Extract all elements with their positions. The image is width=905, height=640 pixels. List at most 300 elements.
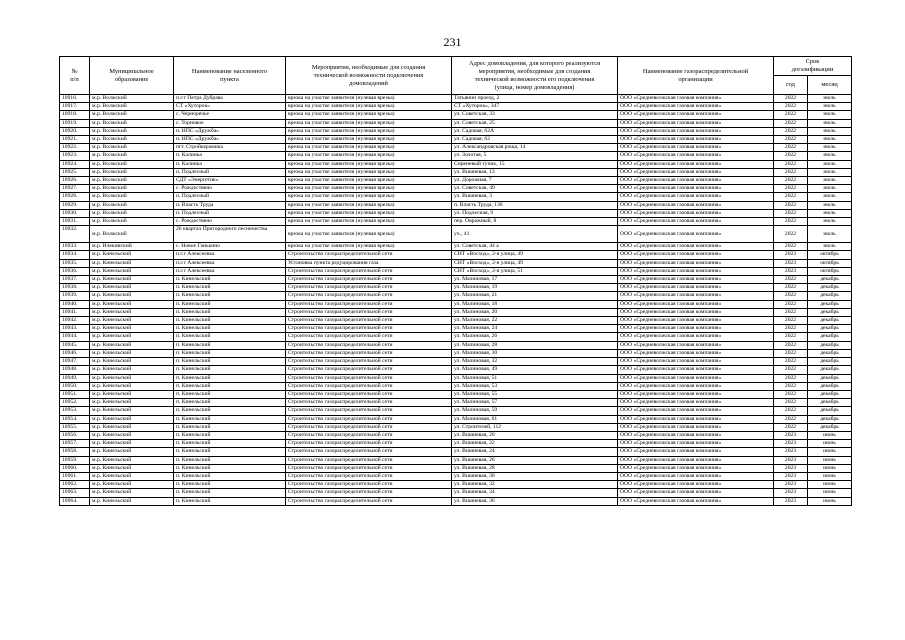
settlement-cell: п. Кинельский — [174, 456, 286, 464]
address-cell: ул. Вишневая, 24 — [452, 448, 618, 456]
organization-cell: ООО «Средневолжская газовая компания» — [618, 423, 774, 431]
measure-cell: врезка на участке заявителя (нулевая врезка) — [286, 95, 452, 103]
row-number: 10931. — [60, 218, 90, 226]
settlement-cell: п. Калинка — [174, 160, 286, 168]
row-number: 10963. — [60, 489, 90, 497]
measure-cell: Строительство газораспределительной сети — [286, 251, 452, 259]
year-cell: 2023 — [774, 431, 808, 439]
table-row — [60, 103, 852, 111]
year-cell: 2022 — [774, 103, 808, 111]
month-cell: июнь — [808, 464, 852, 472]
municipality-cell: м.р. Кинельский — [90, 325, 174, 333]
year-cell: 2022 — [774, 209, 808, 217]
organization-cell: ООО «Средневолжская газовая компания» — [618, 144, 774, 152]
settlement-cell: п. Кинельский — [174, 415, 286, 423]
row-number: 10946. — [60, 349, 90, 357]
month-cell: декабрь — [808, 308, 852, 316]
table-row — [60, 185, 852, 193]
measure-cell: Строительство газораспределительной сети — [286, 276, 452, 284]
organization-cell: ООО «Средневолжская газовая компания» — [618, 209, 774, 217]
organization-cell: ООО «Средневолжская газовая компания» — [618, 284, 774, 292]
municipality-cell: м.р. Кинельский — [90, 423, 174, 431]
year-cell: 2022 — [774, 317, 808, 325]
table-row — [60, 292, 852, 300]
organization-cell: ООО «Средневолжская газовая компания» — [618, 218, 774, 226]
month-cell: декабрь — [808, 374, 852, 382]
table-row — [60, 423, 852, 431]
year-cell: 2022 — [774, 136, 808, 144]
municipality-cell: м.р. Волжский — [90, 103, 174, 111]
table-row — [60, 358, 852, 366]
measure-cell: Строительство газораспределительной сети — [286, 497, 452, 505]
address-cell: Татьянин проезд, 2 — [452, 95, 618, 103]
measure-cell: врезка на участке заявителя (нулевая врезка) — [286, 111, 452, 119]
organization-cell: ООО «Средневолжская газовая компания» — [618, 226, 774, 243]
address-cell: Сиреневый тупик, 15 — [452, 160, 618, 168]
page-number: 231 — [443, 35, 462, 49]
measure-cell: Строительство газораспределительной сети — [286, 464, 452, 472]
measure-cell: Строительство газораспределительной сети — [286, 349, 452, 357]
municipality-cell: м.р. Кинельский — [90, 267, 174, 275]
address-cell: СТ «Хуторок», 347 — [452, 103, 618, 111]
month-cell: декабрь — [808, 423, 852, 431]
month-cell: июнь — [808, 497, 852, 505]
year-cell: 2022 — [774, 193, 808, 201]
measure-cell: Строительство газораспределительной сети — [286, 431, 452, 439]
table-row — [60, 226, 852, 243]
address-cell: ул. Малиновая, 18 — [452, 300, 618, 308]
row-number: 10921. — [60, 136, 90, 144]
month-cell: июль — [808, 152, 852, 160]
row-number: 10937. — [60, 276, 90, 284]
year-cell: 2023 — [774, 497, 808, 505]
month-cell: июль — [808, 160, 852, 168]
organization-cell: ООО «Средневолжская газовая компания» — [618, 111, 774, 119]
settlement-cell: п. Подлесный — [174, 209, 286, 217]
month-cell: октябрь — [808, 251, 852, 259]
month-cell: июль — [808, 127, 852, 135]
table-row — [60, 325, 852, 333]
table-row — [60, 464, 852, 472]
row-number: 10928. — [60, 193, 90, 201]
municipality-cell: м.р. Кинельский — [90, 415, 174, 423]
measure-cell: Строительство газораспределительной сети — [286, 448, 452, 456]
settlement-cell: п. Кинельский — [174, 333, 286, 341]
month-cell: июнь — [808, 489, 852, 497]
year-cell: 2022 — [774, 95, 808, 103]
measure-cell: врезка на участке заявителя (нулевая врезка) — [286, 136, 452, 144]
measure-cell: врезка на участке заявителя (нулевая врезка) — [286, 243, 452, 251]
year-cell: 2022 — [774, 382, 808, 390]
address-cell: ул. Советская, 44 а — [452, 243, 618, 251]
address-cell: ул. Малиновая, 21 — [452, 292, 618, 300]
year-cell: 2022 — [774, 349, 808, 357]
row-number: 10934. — [60, 251, 90, 259]
settlement-cell: п. Кинельский — [174, 407, 286, 415]
address-cell: ул. Садовая, 62А — [452, 127, 618, 135]
row-number: 10949. — [60, 374, 90, 382]
settlement-cell: п. Подлесный — [174, 168, 286, 176]
organization-cell: ООО «Средневолжская газовая компания» — [618, 103, 774, 111]
month-cell: июль — [808, 111, 852, 119]
row-number: 10947. — [60, 358, 90, 366]
address-cell: ул. Садовая, 62 — [452, 136, 618, 144]
measure-cell: Строительство газораспределительной сети — [286, 308, 452, 316]
year-cell: 2023 — [774, 440, 808, 448]
measure-cell: врезка на участке заявителя (нулевая врезка) — [286, 193, 452, 201]
organization-cell: ООО «Средневолжская газовая компания» — [618, 95, 774, 103]
measure-cell: Строительство газораспределительной сети — [286, 374, 452, 382]
organization-cell: ООО «Средневолжская газовая компания» — [618, 341, 774, 349]
header-address: Адрес домовладения, для которого реализуются мероприятия, необходимые для создания технической возможности его подключения (улица, номер домовладения) — [452, 57, 618, 95]
municipality-cell: м.р. Кинельский — [90, 382, 174, 390]
month-cell: июль — [808, 168, 852, 176]
measure-cell: Строительство газораспределительной сети — [286, 300, 452, 308]
municipality-cell: м.р. Кинельский — [90, 292, 174, 300]
settlement-cell: с. Торновое — [174, 119, 286, 127]
address-cell: ул. Вишневая, 26 — [452, 456, 618, 464]
table-row — [60, 259, 852, 267]
row-number: 10944. — [60, 333, 90, 341]
month-cell: июнь — [808, 456, 852, 464]
year-cell: 2022 — [774, 160, 808, 168]
row-number: 10935. — [60, 259, 90, 267]
row-number: 10955. — [60, 423, 90, 431]
year-cell: 2022 — [774, 374, 808, 382]
header-measures: Мероприятия, необходимые для создания технической возможности подключения домовладений — [286, 57, 452, 95]
measure-cell: Строительство газораспределительной сети — [286, 382, 452, 390]
measure-cell: Строительство газораспределительной сети — [286, 415, 452, 423]
table-row — [60, 111, 852, 119]
month-cell: декабрь — [808, 382, 852, 390]
measure-cell: Строительство газораспределительной сети — [286, 489, 452, 497]
table-row — [60, 243, 852, 251]
measure-cell: Строительство газораспределительной сети — [286, 407, 452, 415]
measure-cell: Строительство газораспределительной сети — [286, 284, 452, 292]
settlement-cell: п.г.т Петра Дубрава — [174, 95, 286, 103]
year-cell: 2023 — [774, 267, 808, 275]
row-number: 10924. — [60, 160, 90, 168]
address-cell: ул. Малиновая, 19 — [452, 284, 618, 292]
row-number: 10927. — [60, 185, 90, 193]
month-cell: декабрь — [808, 390, 852, 398]
table-row — [60, 209, 852, 217]
municipality-cell: м.р. Кинельский — [90, 407, 174, 415]
header-municipality: Муниципальное образование — [90, 57, 174, 95]
settlement-cell: СДТ «Энергетик» — [174, 177, 286, 185]
year-cell: 2022 — [774, 168, 808, 176]
month-cell: декабрь — [808, 333, 852, 341]
municipality-cell: м.р. Кинельский — [90, 481, 174, 489]
address-cell: ул. Малиновая, 22 — [452, 317, 618, 325]
municipality-cell: м.р. Илекинский — [90, 243, 174, 251]
organization-cell: ООО «Средневолжская газовая компания» — [618, 333, 774, 341]
table-row — [60, 193, 852, 201]
table-row — [60, 341, 852, 349]
year-cell: 2022 — [774, 407, 808, 415]
year-cell: 2022 — [774, 292, 808, 300]
row-number: 10962. — [60, 481, 90, 489]
municipality-cell: м.р. Кинельский — [90, 300, 174, 308]
measure-cell: Строительство газораспределительной сети — [286, 358, 452, 366]
organization-cell: ООО «Средневолжская газовая компания» — [618, 267, 774, 275]
year-cell: 2023 — [774, 251, 808, 259]
month-cell: октябрь — [808, 267, 852, 275]
measure-cell: врезка на участке заявителя (нулевая врезка) — [286, 177, 452, 185]
address-cell: ул. Вишневая, 36 — [452, 497, 618, 505]
address-cell: ул. Вишневая, 28 — [452, 464, 618, 472]
row-number: 10961. — [60, 472, 90, 480]
measure-cell: врезка на участке заявителя (нулевая врезка) — [286, 119, 452, 127]
table-row — [60, 366, 852, 374]
year-cell: 2022 — [774, 415, 808, 423]
month-cell: октябрь — [808, 259, 852, 267]
address-cell: ул. Малиновая, 61 — [452, 415, 618, 423]
municipality-cell: м.р. Волжский — [90, 144, 174, 152]
month-cell: июнь — [808, 440, 852, 448]
measure-cell: врезка на участке заявителя (нулевая врезка) — [286, 152, 452, 160]
row-number: 10940. — [60, 300, 90, 308]
year-cell: 2022 — [774, 325, 808, 333]
settlement-cell: п. Кинельский — [174, 374, 286, 382]
municipality-cell: м.р. Кинельский — [90, 464, 174, 472]
table-row — [60, 399, 852, 407]
settlement-cell: п. Кинельский — [174, 284, 286, 292]
organization-cell: ООО «Средневолжская газовая компания» — [618, 489, 774, 497]
settlement-cell: п. НПС «Дружба» — [174, 127, 286, 135]
organization-cell: ООО «Средневолжская газовая компания» — [618, 259, 774, 267]
organization-cell: ООО «Средневолжская газовая компания» — [618, 407, 774, 415]
year-cell: 2022 — [774, 185, 808, 193]
table-row — [60, 127, 852, 135]
year-cell: 2022 — [774, 119, 808, 127]
table-row — [60, 349, 852, 357]
year-cell: 2023 — [774, 489, 808, 497]
row-number: 10939. — [60, 292, 90, 300]
organization-cell: ООО «Средневолжская газовая компания» — [618, 325, 774, 333]
municipality-cell: м.р. Кинельский — [90, 448, 174, 456]
measure-cell: врезка на участке заявителя (нулевая врезка) — [286, 168, 452, 176]
month-cell: июнь — [808, 481, 852, 489]
organization-cell: ООО «Средневолжская газовая компания» — [618, 415, 774, 423]
municipality-cell: м.р. Волжский — [90, 152, 174, 160]
measure-cell: Строительство газораспределительной сети — [286, 481, 452, 489]
settlement-cell: п. Кинельский — [174, 292, 286, 300]
row-number: 10933. — [60, 243, 90, 251]
month-cell: июль — [808, 243, 852, 251]
address-cell: уч., 41 — [452, 226, 618, 243]
measure-cell: Установка пункта редуцирования газа — [286, 259, 452, 267]
table-row — [60, 472, 852, 480]
row-number: 10960. — [60, 464, 90, 472]
measure-cell: Строительство газораспределительной сети — [286, 267, 452, 275]
measure-cell: Строительство газораспределительной сети — [286, 325, 452, 333]
settlement-cell: п. Кинельский — [174, 300, 286, 308]
municipality-cell: м.р. Волжский — [90, 136, 174, 144]
organization-cell: ООО «Средневолжская газовая компания» — [618, 201, 774, 209]
address-cell: ул. Малиновая, 51 — [452, 374, 618, 382]
month-cell: июль — [808, 185, 852, 193]
settlement-cell: 26 квартал Пригородного лесничества — [174, 226, 286, 243]
month-cell: декабрь — [808, 407, 852, 415]
measure-cell: Строительство газораспределительной сети — [286, 292, 452, 300]
month-cell: декабрь — [808, 366, 852, 374]
address-cell: ул. Подлесная, 9 — [452, 209, 618, 217]
organization-cell: ООО «Средневолжская газовая компания» — [618, 366, 774, 374]
organization-cell: ООО «Средневолжская газовая компания» — [618, 300, 774, 308]
row-number: 10943. — [60, 325, 90, 333]
measure-cell: Строительство газораспределительной сети — [286, 317, 452, 325]
municipality-cell: м.р. Кинельский — [90, 399, 174, 407]
month-cell: июль — [808, 193, 852, 201]
table-row — [60, 481, 852, 489]
address-cell: ул. Советская, 49 — [452, 185, 618, 193]
settlement-cell: п.г.т Алексеевка — [174, 251, 286, 259]
table-row — [60, 415, 852, 423]
table-row — [60, 497, 852, 505]
settlement-cell: п. Кинельский — [174, 431, 286, 439]
year-cell: 2023 — [774, 472, 808, 480]
municipality-cell: м.р. Кинельский — [90, 284, 174, 292]
settlement-cell: с. Новое Ганькино — [174, 243, 286, 251]
settlement-cell: п. Кинельский — [174, 341, 286, 349]
municipality-cell: м.р. Волжский — [90, 218, 174, 226]
row-number: 10925. — [60, 168, 90, 176]
settlement-cell: п. Кинельский — [174, 399, 286, 407]
municipality-cell: м.р. Кинельский — [90, 456, 174, 464]
table-row — [60, 456, 852, 464]
organization-cell: ООО «Средневолжская газовая компания» — [618, 160, 774, 168]
settlement-cell: п. Кинельский — [174, 390, 286, 398]
settlement-cell: п. НПС «Дружба» — [174, 136, 286, 144]
year-cell: 2023 — [774, 448, 808, 456]
month-cell: декабрь — [808, 276, 852, 284]
table-row — [60, 119, 852, 127]
row-number: 10938. — [60, 284, 90, 292]
row-number: 10953. — [60, 407, 90, 415]
municipality-cell: м.р. Волжский — [90, 160, 174, 168]
table-row — [60, 284, 852, 292]
address-cell: ул. Дорожная, 7 — [452, 177, 618, 185]
row-number: 10919. — [60, 119, 90, 127]
settlement-cell: с. Черноречье — [174, 111, 286, 119]
address-cell: пер. Овражный, 8 — [452, 218, 618, 226]
row-number: 10936. — [60, 267, 90, 275]
measure-cell: врезка на участке заявителя (нулевая врезка) — [286, 218, 452, 226]
header-year: год — [774, 76, 808, 95]
month-cell: июль — [808, 103, 852, 111]
year-cell: 2023 — [774, 464, 808, 472]
row-number: 10957. — [60, 440, 90, 448]
row-number: 10958. — [60, 448, 90, 456]
organization-cell: ООО «Средневолжская газовая компания» — [618, 127, 774, 135]
row-number: 10932. — [60, 226, 90, 243]
address-cell: ул. Малиновая, 32 — [452, 358, 618, 366]
municipality-cell: м.р. Кинельский — [90, 472, 174, 480]
row-number: 10930. — [60, 209, 90, 217]
municipality-cell: м.р. Волжский — [90, 185, 174, 193]
address-cell: ул. Малиновая, 59 — [452, 407, 618, 415]
address-cell: ул. Вишневая, 32 — [452, 481, 618, 489]
table-row — [60, 160, 852, 168]
year-cell: 2022 — [774, 201, 808, 209]
year-cell: 2022 — [774, 276, 808, 284]
row-number: 10959. — [60, 456, 90, 464]
organization-cell: ООО «Средневолжская газовая компания» — [618, 374, 774, 382]
table-row — [60, 300, 852, 308]
organization-cell: ООО «Средневолжская газовая компания» — [618, 276, 774, 284]
month-cell: декабрь — [808, 317, 852, 325]
municipality-cell: м.р. Кинельский — [90, 349, 174, 357]
table-row — [60, 317, 852, 325]
municipality-cell: м.р. Кинельский — [90, 497, 174, 505]
row-number: 10956. — [60, 431, 90, 439]
settlement-cell: п. Калинка — [174, 152, 286, 160]
year-cell: 2023 — [774, 259, 808, 267]
year-cell: 2022 — [774, 284, 808, 292]
measure-cell: врезка на участке заявителя (нулевая врезка) — [286, 127, 452, 135]
organization-cell: ООО «Средневолжская газовая компания» — [618, 399, 774, 407]
year-cell: 2022 — [774, 218, 808, 226]
header-term: Срок догазификации — [774, 57, 852, 76]
organization-cell: ООО «Средневолжская газовая компания» — [618, 308, 774, 316]
municipality-cell: м.р. Кинельский — [90, 366, 174, 374]
address-cell: ул. Малиновая, 20 — [452, 308, 618, 316]
row-number: 10922. — [60, 144, 90, 152]
organization-cell: ООО «Средневолжская газовая компания» — [618, 431, 774, 439]
settlement-cell: п. Кинельский — [174, 317, 286, 325]
table-row — [60, 168, 852, 176]
settlement-cell: п. Кинельский — [174, 349, 286, 357]
header-organization: Наименование газораспределительной организации — [618, 57, 774, 95]
row-number: 10920. — [60, 127, 90, 135]
table-row — [60, 390, 852, 398]
municipality-cell: м.р. Волжский — [90, 177, 174, 185]
municipality-cell: м.р. Кинельский — [90, 251, 174, 259]
municipality-cell: м.р. Волжский — [90, 95, 174, 103]
address-cell: ул. Вишневая, 22 — [452, 440, 618, 448]
row-number: 10917. — [60, 103, 90, 111]
municipality-cell: м.р. Волжский — [90, 111, 174, 119]
settlement-cell: п. Кинельский — [174, 472, 286, 480]
measure-cell: врезка на участке заявителя (нулевая врезка) — [286, 185, 452, 193]
settlement-cell: п. Кинельский — [174, 358, 286, 366]
settlement-cell: с. Рождествено — [174, 185, 286, 193]
year-cell: 2022 — [774, 152, 808, 160]
measure-cell: Строительство газораспределительной сети — [286, 366, 452, 374]
organization-cell: ООО «Средневолжская газовая компания» — [618, 193, 774, 201]
measure-cell: Строительство газораспределительной сети — [286, 472, 452, 480]
organization-cell: ООО «Средневолжская газовая компания» — [618, 472, 774, 480]
address-cell: ул. Малиновая, 49 — [452, 366, 618, 374]
municipality-cell: м.р. Волжский — [90, 209, 174, 217]
address-cell: ул. Вишневая, 13 — [452, 168, 618, 176]
row-number: 10952. — [60, 399, 90, 407]
table-row — [60, 95, 852, 103]
month-cell: июль — [808, 144, 852, 152]
year-cell: 2022 — [774, 243, 808, 251]
year-cell: 2023 — [774, 481, 808, 489]
table-row — [60, 489, 852, 497]
address-cell: СНТ «Восход», 2-я улица, 49 — [452, 259, 618, 267]
municipality-cell: м.р. Кинельский — [90, 317, 174, 325]
month-cell: июль — [808, 177, 852, 185]
header-month: месяц — [808, 76, 852, 95]
organization-cell: ООО «Средневолжская газовая компания» — [618, 390, 774, 398]
row-number: 10941. — [60, 308, 90, 316]
address-cell: ул. Малиновая, 24 — [452, 325, 618, 333]
header-settlement: Наименование населенного пункта — [174, 57, 286, 95]
